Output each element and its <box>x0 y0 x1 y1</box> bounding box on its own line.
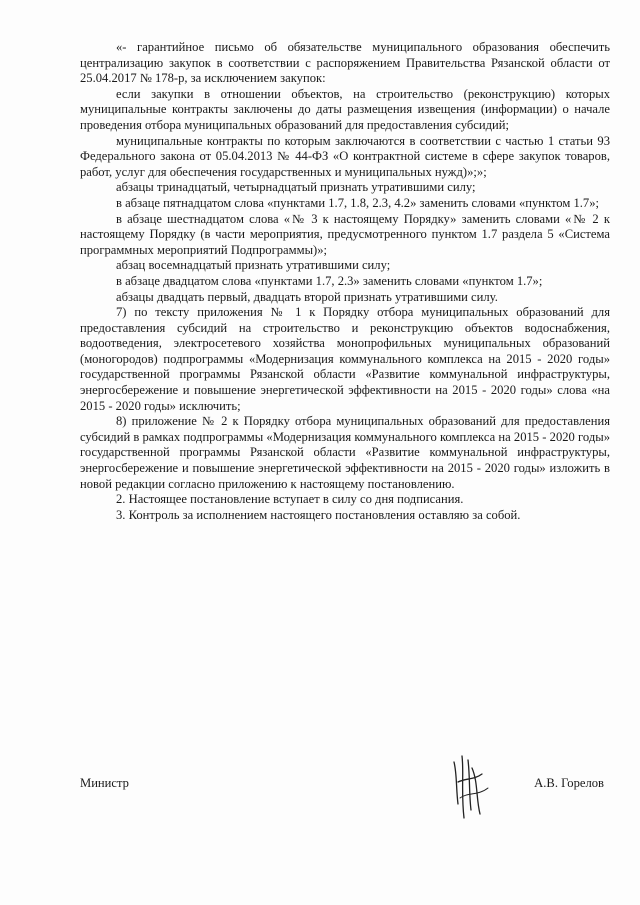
paragraph-abz-21-22: абзацы двадцать первый, двадцать второй признать утратившими силу. <box>116 289 498 304</box>
paragraph-abz-15: в абзаце пятнадцатом слова «пунктами 1.7, 1.8, 2.3, 4.2» заменить словами «пунктом 1.7»; <box>116 195 600 210</box>
paragraph-abz-16: в абзаце шестнадцатом слова «№ 3 к настоящему Порядку» заменить словами «№ 2 к настоящему Порядку (в части мероприятия, предусмотренного пунктом 1.7 раздела 5 «Система программных мероприятий Подпрограммы)»; <box>80 211 610 257</box>
paragraph-item-8: 8) приложение № 2 к Порядку отбора муниципальных образований для предоставления субсидий в рамках подпрограммы «Модернизация коммунального комплекса на 2015 - 2020 годы» государственной программы Рязанской области «Развитие коммунальной инфраструктуры, энергосбережение и повышение энергетической эффективности на 2015 - 2020 годы» изложить в новой редакции согласно приложению к настоящему постановлению. <box>80 414 610 491</box>
signer-name: А.В. Горелов <box>534 776 604 790</box>
paragraph-abz-13-14: абзацы тринадцатый, четырнадцатый признать утратившими силу; <box>116 180 476 195</box>
paragraph-item-7: 7) по тексту приложения № 1 к Порядку отбора муниципальных образований для предоставления субсидий на строительство и реконструкцию объектов водоснабжения, водоотведения, электросетевого хозяйства монопрофильных муниципальных образований (моногородов) подпрограммы «Модернизация коммунального комплекса на 2015 - 2020 годы» государственной программы Рязанской области «Развитие коммунальной инфраструктуры, энергосбережение и повышение энергетической эффективности на 2015 - 2020 годы» слова «на 2015 - 2020 годы» исключить; <box>80 305 610 413</box>
paragraph-abz-18: абзац восемнадцатый признать утратившими силу; <box>116 258 391 273</box>
paragraph-control: 3. Контроль за исполнением настоящего постановления оставляю за собой. <box>116 507 521 522</box>
paragraph-contracts-concluded: если закупки в отношении объектов, на строительство (реконструкцию) которых муниципальные контракты заключены до даты размещения извещения (информации) о начале проведения отбора муниципальных образований для предоставления субсидий; <box>80 86 610 132</box>
paragraph-guarantee-letter: «- гарантийное письмо об обязательстве муниципального образования обеспечить централизацию закупок в соответствии с распоряжением Правительства Рязанской области от 25.04.2017 № 178-р, за исключением закупок: <box>80 40 610 86</box>
paragraph-effective-date: 2. Настоящее постановление вступает в силу со дня подписания. <box>116 492 464 507</box>
handwritten-signature <box>448 752 498 824</box>
signature-block <box>80 766 610 826</box>
paragraph-contracts-44fz: муниципальные контракты по которым заключаются в соответствии с частью 1 статьи 93 Федерального закона от 05.04.2013 № 44-ФЗ «О контрактной системе в сфере закупок товаров, работ, услуг для обеспечения государственных и муниципальных нужд)»;»; <box>80 133 610 179</box>
signer-position: Министр <box>80 776 129 790</box>
paragraph-abz-20: в абзаце двадцатом слова «пунктами 1.7, 2.3» заменить словами «пунктом 1.7»; <box>116 273 543 288</box>
document-body <box>80 40 610 523</box>
